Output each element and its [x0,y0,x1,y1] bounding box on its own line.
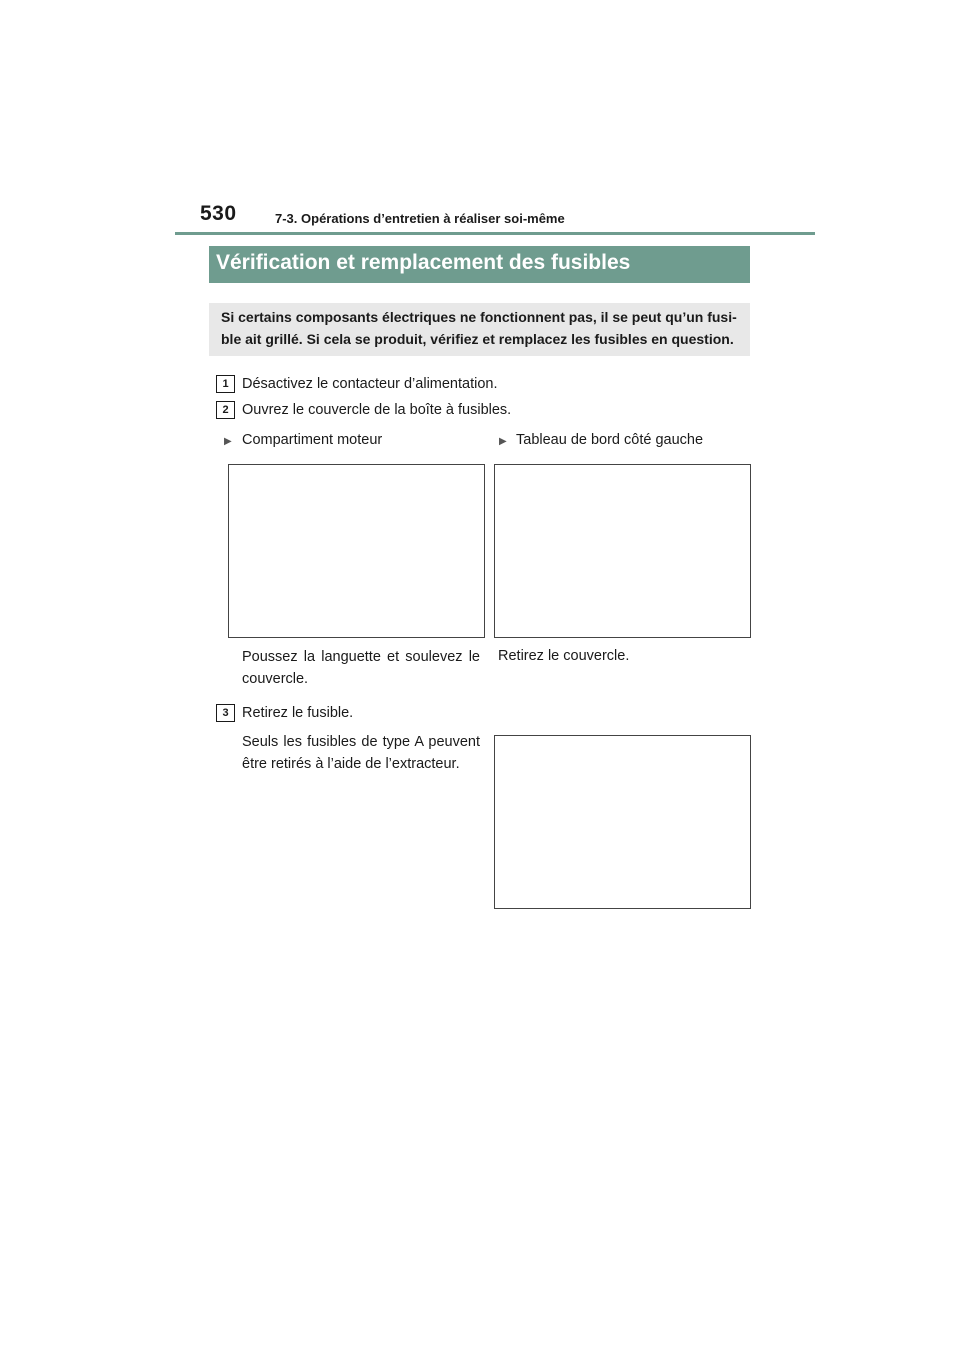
arrow-right-icon: ▶ [499,436,507,447]
page-number: 530 [200,202,237,225]
subsection-heading-left: Compartiment moteur [242,432,383,448]
step-2-text: Ouvrez le couvercle de la boîte à fusibles. [242,402,512,418]
step-1-text: Désactivez le contacteur d’alimentation. [242,376,498,392]
header-rule [175,232,815,235]
caption-right: Retirez le couvercle. [498,648,630,664]
step-number-1: 1 [216,375,235,393]
figure-dashboard-left [494,464,751,638]
figure-fuse-extractor [494,735,751,909]
section-header: 7-3. Opérations d’entretien à réaliser soi-même [275,211,565,226]
arrow-right-icon: ▶ [224,436,232,447]
step-number-3: 3 [216,704,235,722]
step-3-text: Retirez le fusible. [242,705,354,721]
intro-line-1: Si certains composants électriques ne fonctionnent pas, il se peut qu’un fusi- [221,309,737,325]
page-title: Vérification et remplacement des fusibles [216,251,631,274]
caption-left: Poussez la languette et soulevez le couvercle. [242,649,480,687]
figure-engine-compartment [228,464,485,638]
intro-line-2: ble ait grillé. Si cela se produit, vérifiez et remplacez les fusibles en question. [221,331,734,347]
step-3-note: Seuls les fusibles de type A peuvent être retirés à l’aide de l’extracteur. [242,734,480,772]
subsection-heading-right: Tableau de bord côté gauche [516,432,704,448]
step-number-2: 2 [216,401,235,419]
intro-box [209,303,750,356]
title-bar [209,246,750,283]
